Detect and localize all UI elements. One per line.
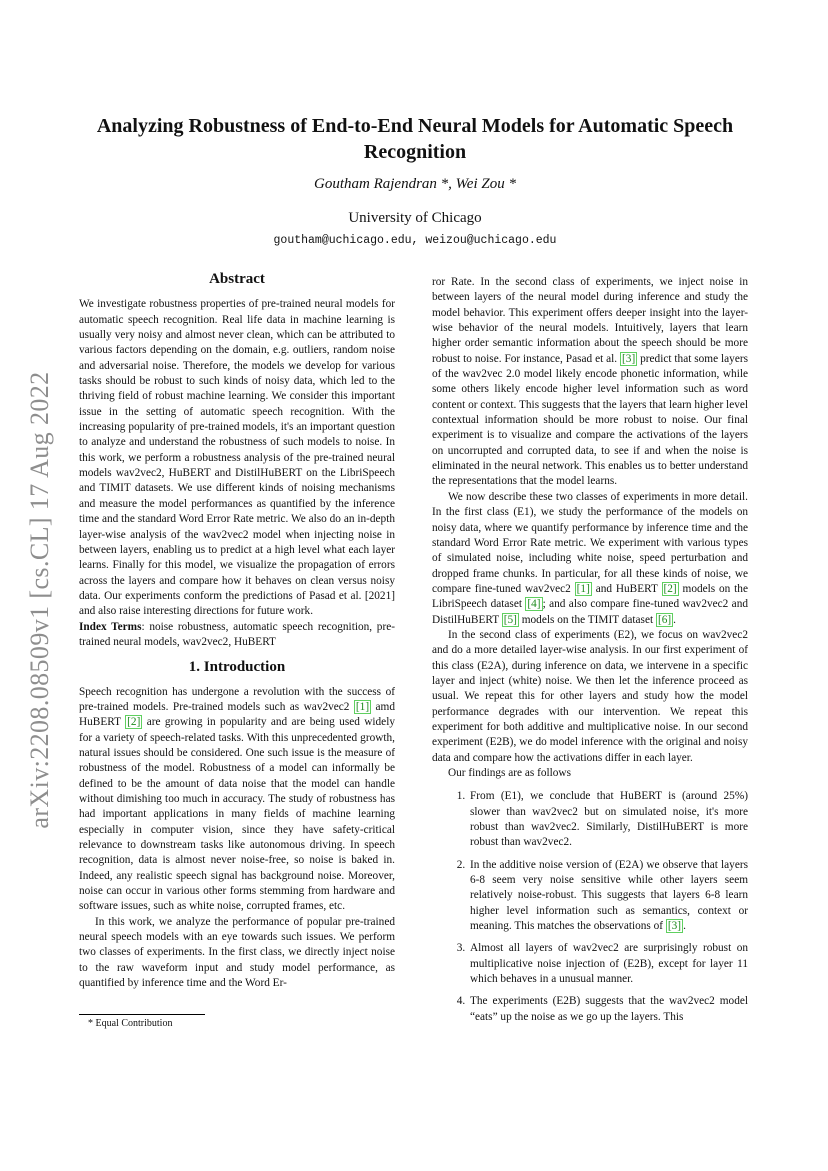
paper-authors: Goutham Rajendran *, Wei Zou * (314, 176, 516, 192)
citation-link[interactable]: [4] (527, 598, 541, 611)
abstract-body: We investigate robustness properties of pre-trained neural models for automatic speech recognition. Real life data in machine learning is usually very noisy and almost never clean, which can be attributed to various factors depending on the domain, e.g. outliers, random noise and adversarial noise. Therefore, the models we develop for various tasks should be robust to such kinds of noisy data, which led to the thriving field of robust machine learning. We consider this important issue in the setting of automatic speech recognition. With the increasing popularity of pre-trained models, it's an important question to analyze and understand the robustness of such models to noise. In this work, we perform a robustness analysis of the pre-trained neural models wav2vec2, HuBERT and DistilHuBERT on the LibriSpeech and TIMIT datasets. We use different kinds of noising mechanisms and measure the model performances as quantified by the inference time and the standard Word Error Rate metric. We also do an in-depth layer-wise analysis of the wav2vec2 model when injecting noise in between layers, enabling us to predict at a high level what each layer learns. Finally for this model, we visualize the propagation of errors across the layers and compare how it behaves on clean versus noisy data. Our experiments conform the predictions of Pasad et al. [2021] and also raise interesting directions for future work. (79, 298, 395, 618)
author-emails: goutham@uchicago.edu, weizou@uchicago.edu (273, 234, 557, 247)
finding-item: 3. Almost all layers of wav2vec2 are surprisingly robust on multiplicative noise injection of (E2B), except for layer 11 which behaves in a unusual manner. (468, 941, 748, 987)
index-terms-label: Index Terms (79, 620, 142, 633)
citation-link[interactable]: [1] (576, 582, 590, 595)
citation-link[interactable]: [3] (667, 920, 682, 933)
right-paragraph-3: In the second class of experiments (E2), we focus on wav2vec2 and do a more detailed layer-wise analysis. In our first experiment of this class (E2A), during inference on data, we intervene in a specific layer and inject (white) noise. We then let the inference proceed as usual. We repeat this for other layers and study how the model performance degrades with our intervention. We repeat this experiment for both additive and multiplicative noise. In our second experiment (E2B), we do model inference with the original and noisy data and compare how the activations differ in each layer. (432, 628, 748, 764)
arxiv-sidebar (14, 330, 66, 870)
footnote-rule (79, 1014, 205, 1015)
right-paragraph-2: We now describe these two classes of experiments in more detail. In the first class (E1), we study the performance of the models on noisy data, where we quantify performance by inference time and the standard Word Error Rate metric. We experiment with various types of simulated noise, including white noise, speed perturbation and dropped frame chunks. In particular, for all these kinds of noise, we compare fine-tuned wav2vec2 [1] and HuBERT [2] models on the LibriSpeech dataset [4] ; and also compare fine-tuned wav2vec2 and DistilHuBERT [5] models on the TIMIT dataset [6] . (432, 490, 748, 626)
intro-paragraph-1: Speech recognition has undergone a revolution with the success of pre-trained models. Pre-trained models such as wav2vec2 [1] amd HuBERT [2] are growing in popularity and are being used widely for a variety of speech-related tasks. With this unprecedented growth, natural issues should be considered. One such issue is the measure of robustness of the model. Robustness of a model can informally be defined to be the amount of data noise that the model can handle without dimishing too much in accuracy. The study of robustness has had important applications in many fields of machine learning especially in computer vision, since they have safety-critical relevance to downstream tasks like autonomous driving. In speech recognition, data is almost never noise-free, so noise is baked in. Indeed, any realistic speech signal has background noise. Moreover, noise can occur in various other forms stemming from hardware and software issues, such as white noise, corrupted frames, etc. (79, 685, 395, 913)
arxiv-identifier: arXiv:2208.08509v1 [cs.CL] 17 Aug 2022 (25, 371, 54, 829)
right-paragraph-1: ror Rate. In the second class of experiments, we inject noise in between layers of the neural model during inference and study the model behavior. This experiment offers deeper insight into the layer-wise behavior of the neural models. Intuitively, layers that learn higher order semantic information about the speech should be more robust to noise. For instance, Pasad et al. [3] predict that some layers of the wav2vec 2.0 model likely encode phonetic information, while some others likely encode higher level information such as word content or context. This suggests that the layers that learn higher level contextual information should be more robust to noise. Our final experiment is to visualize and compare the activations of the layers on uncorrupted and corrupted data, to see if and when the noise is eliminated in the neural network. This enables us to better understand the representations that the model learns. (432, 276, 749, 488)
index-terms-text: : noise robustness, automatic speech recognition, pre-trained neural models, wav2vec2, HuBERT (79, 620, 395, 648)
introduction-heading: 1. Introduction (188, 659, 286, 676)
abstract-heading: Abstract (209, 271, 265, 287)
citation-link[interactable]: [3] (622, 352, 636, 365)
citation-link[interactable]: [2] (663, 582, 677, 595)
left-column (79, 272, 395, 991)
finding-item: 4. The experiments (E2B) suggests that the wav2vec2 model “eats” up the noise as we go up the layers. This (468, 994, 748, 1025)
intro-paragraph-2: In this work, we analyze the performance of popular pre-trained neural speech models with an eye towards such issues. We perform two classes of experiments. In the first class, we directly inject noise to the raw waveform input and study model performance, as quantified by inference time and the Word Er- (79, 915, 395, 990)
footnote-text: * Equal Contribution (88, 1018, 173, 1029)
findings-list (432, 789, 748, 1025)
paper-title: Analyzing Robustness of End-to-End Neural Models for Automatic Speech Recognition (96, 115, 734, 163)
author-affiliation: University of Chicago (348, 210, 482, 226)
finding-item: 2. In the additive noise version of (E2A) we observe that layers 6-8 seem very noise sensitive while other layers seem relatively noise-robust. This suggests that layers 6-8 learn higher level information such as semantics, context or meaning. This matches the observations of [3] . (468, 858, 748, 935)
citation-link[interactable]: [1] (355, 700, 370, 713)
citation-link[interactable]: [5] (503, 613, 517, 626)
right-column (432, 275, 748, 1032)
index-terms (79, 620, 395, 651)
citation-link[interactable]: [6] (657, 613, 672, 626)
findings-intro: Our findings are as follows (448, 767, 571, 779)
footnote (79, 1014, 395, 1029)
finding-item: 1. From (E1), we conclude that HuBERT is (around 25%) slower than wav2vec2 but on simulated noise, it's more robust than wav2vec2. Similarly, DistilHuBERT is more robust than wav2vec2. (468, 789, 748, 850)
citation-link[interactable]: [2] (127, 716, 141, 729)
